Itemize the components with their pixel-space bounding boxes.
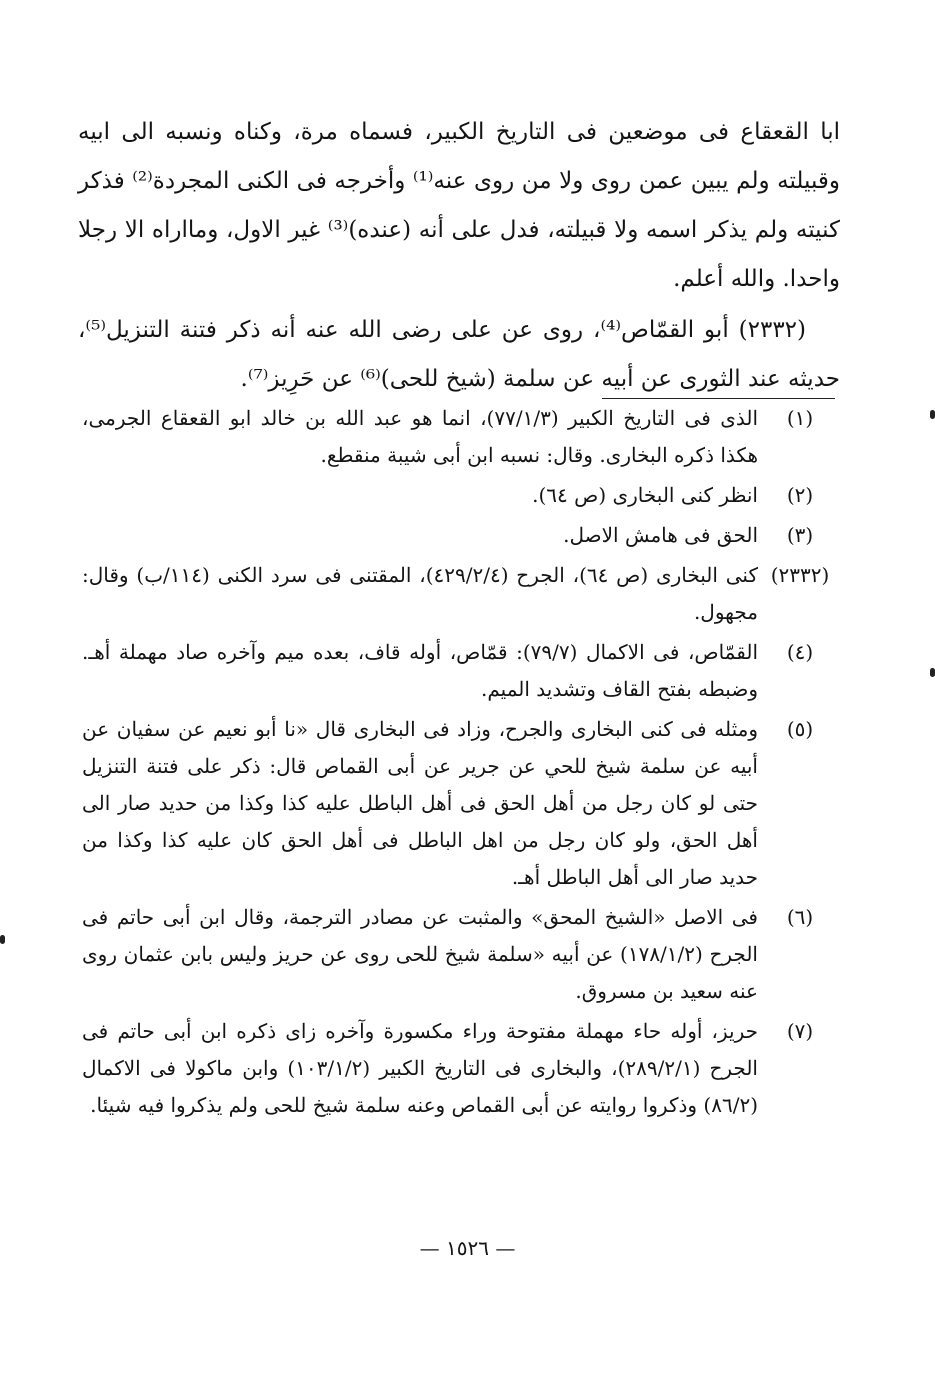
- footnote: [82, 400, 842, 474]
- footnote-number: (٥): [786, 717, 814, 741]
- entry-paragraph: (٢٣٣٢) أبو القمّاص⁽⁴⁾، روى عن على رضى الله عنه أنه ذكر فتنة التنزيل⁽⁵⁾، حديثه عند الثورى عن أبيه عن سلمة (شيخ للحى)⁽⁶⁾ عن حَرِيز⁽⁷⁾.: [78, 317, 840, 392]
- footnote: [82, 899, 842, 1010]
- footnote-text: ومثله فى كنى البخارى والجرح، وزاد فى البخارى قال «نا أبو نعيم عن سفيان عن أبيه عن سلمة شيخ للحي عن جرير عن أبى القماص قال: ذكر على فتنة التنزيل حتى لو كان رجل من أهل الحق فى أهل الباطل عليه كذا وكذا من حديد صار الى أهل الحق، ولو كان رجل من اهل الباطل فى أهل الحق كان عليه كذا وكذا من حديد صار الى أهل الباطل أهـ.: [82, 717, 758, 889]
- main-text: [78, 108, 840, 404]
- page-number: — ١٥٢٦ —: [419, 1236, 516, 1260]
- footnote-text: القمّاص، فى الاكمال (٧٩/٧): قمّاص، أوله قاف، بعده ميم وآخره صاد مهملة أهـ. وضبطه بفتح القاف وتشديد الميم.: [82, 640, 758, 701]
- footnote: [82, 517, 842, 554]
- footnote-number: (٢٣٣٢): [770, 563, 830, 587]
- footnote-number: (٣): [786, 523, 814, 547]
- footnote-number: (٧): [786, 1019, 814, 1043]
- footnote: [82, 477, 842, 514]
- footnote-number: (٦): [786, 905, 814, 929]
- footnote: [82, 557, 842, 631]
- scan-mark: [930, 668, 935, 677]
- footnote-text: فى الاصل «الشيخ المحق» والمثبت عن مصادر الترجمة، وقال ابن أبى حاتم فى الجرح (١٧٨/١/٢) عن أبيه «سلمة شيخ للحى روى عن حريز وليس بابن عثمان روى عنه سعيد بن مسروق.: [82, 905, 758, 1003]
- footnote-number: (١): [786, 406, 814, 430]
- main-paragraph: ابا القعقاع فى موضعين فى التاريخ الكبير، فسماه مرة، وكناه ونسبه الى ابيه وقبيلته ولم يبين عمن روى ولا من روى عنه⁽¹⁾ وأخرجه فى الكنى المجردة⁽²⁾ فذكر كنيته ولم يذكر اسمه ولا قبيلته، فدل على أنه (عنده)⁽³⁾ غير الاول، ومااراه الا رجلا واحدا. والله أعلم.: [78, 119, 840, 292]
- footnote-text: الحق فى هامش الاصل.: [563, 523, 758, 547]
- footnote: [82, 1013, 842, 1124]
- footnote-text: كنى البخارى (ص ٦٤)، الجرح (٤٢٩/٢/٤)، المقتنى فى سرد الكنى (١١٤/ب) وقال: مجهول.: [82, 563, 758, 624]
- scan-mark: [0, 935, 5, 944]
- footnote-separator: [602, 398, 835, 399]
- footnote-text: حريز، أوله حاء مهملة مفتوحة وراء مكسورة وآخره زاى ذكره ابن أبى حاتم فى الجرح (٢٨٩/٢/١)، والبخارى فى التاريخ الكبير (١٠٣/١/٢) وابن ماكولا فى الاكمال (٨٦/٢) وذكروا روايته عن أبى القماص وعنه سلمة شيخ للحى ولم يذكروا فيه شيئا.: [82, 1019, 758, 1117]
- footnotes: [82, 400, 842, 1127]
- footnote: [82, 634, 842, 708]
- footnote-text: الذى فى التاريخ الكبير (٧٧/١/٣)، انما هو عبد الله بن خالد ابو القعقاع الجرمى، هكذا ذكره البخارى. وقال: نسبه ابن أبى شيبة منقطع.: [82, 406, 758, 467]
- scan-mark: [930, 410, 935, 419]
- footnote: [82, 711, 842, 896]
- footnote-text: انظر كنى البخارى (ص ٦٤).: [532, 483, 758, 507]
- footnote-number: (٤): [786, 640, 814, 664]
- footnote-number: (٢): [786, 483, 814, 507]
